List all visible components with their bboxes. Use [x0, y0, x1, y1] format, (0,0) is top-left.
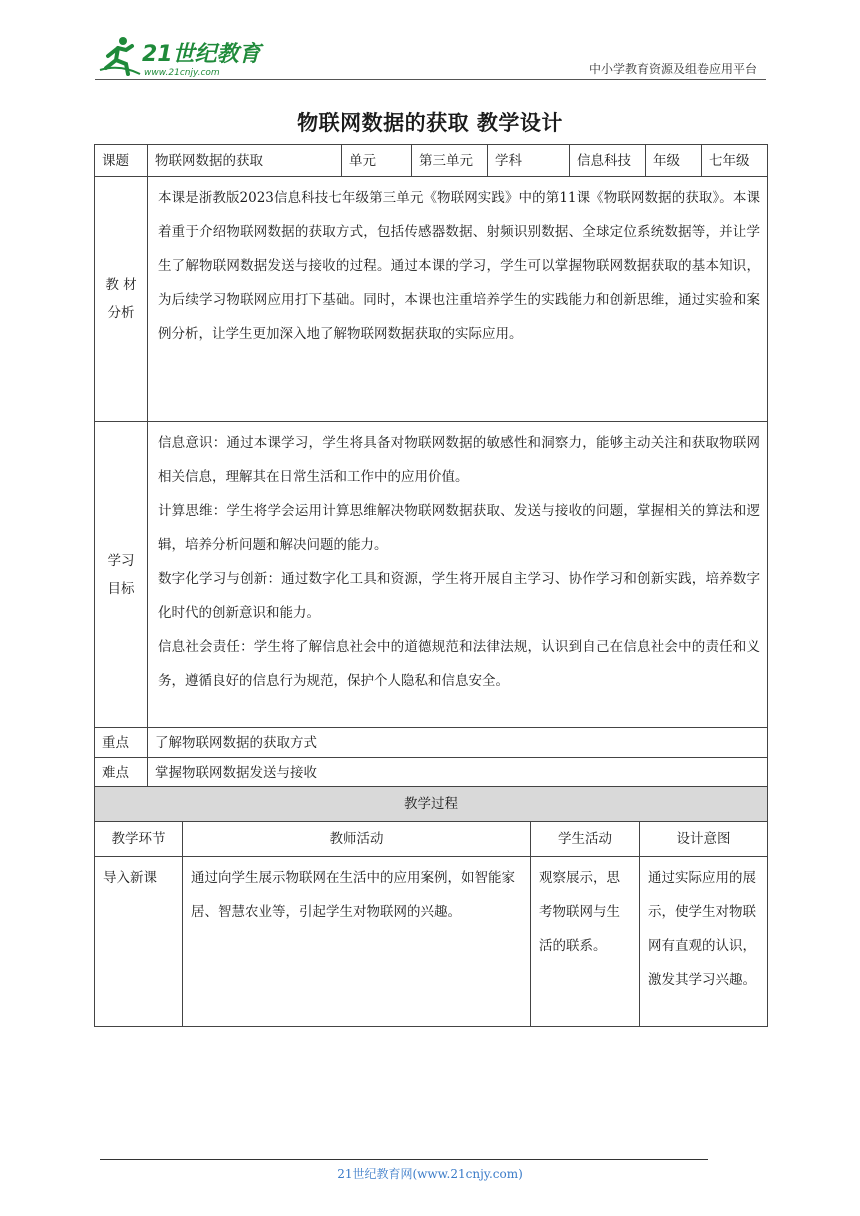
goal-computational-thinking: 计算思维：学生将学会运用计算思维解决物联网数据获取、发送与接收的问题，掌握相关的算法和逻辑，培养分析问题和解决问题的能力。 — [158, 503, 760, 553]
column-header-student: 学生活动 — [531, 822, 640, 857]
learning-goals-cell — [148, 422, 768, 728]
subject-label: 学科 — [488, 145, 570, 177]
difficulty-row — [95, 758, 768, 788]
logo-url: www.21cnjy.com — [144, 68, 220, 78]
column-header-teacher: 教师活动 — [183, 822, 531, 857]
unit-value: 第三单元 — [412, 145, 488, 177]
table-row — [95, 857, 768, 1027]
material-label-line1: 教 材 — [105, 277, 137, 293]
goal-digital-learning: 数字化学习与创新：通过数字化工具和资源，学生将开展自主学习、协作学习和创新实践，培养数字化时代的创新意识和能力。 — [158, 571, 760, 621]
unit-label: 单元 — [342, 145, 412, 177]
learning-goals-row — [95, 422, 768, 728]
goal-social-responsibility: 信息社会责任：学生将了解信息社会中的道德规范和法律法规，认识到自己在信息社会中的责任和义务，遵循良好的信息行为规范，保护个人隐私和信息安全。 — [158, 639, 760, 689]
material-label — [95, 177, 148, 422]
column-header-stage: 教学环节 — [95, 822, 183, 857]
material-analysis-text-cell — [148, 177, 768, 422]
header-divider — [95, 79, 766, 80]
material-analysis-text: 本课是浙教版2023信息科技七年级第三单元《物联网实践》中的第11课《物联网数据的获取》。本课着重于介绍物联网数据的获取方式，包括传感器数据、射频识别数据、全球定位系统数据等，并让学生了解物联网数据发送与接收的过程。通过本课的学习，学生可以掌握物联网数据获取的基本知识，为后续学习物联网应用打下基础。同时，本课也注重培养学生的实践能力和创新思维，通过实验和案例分析，让学生更加深入地了解物联网数据获取的实际应用。 — [158, 190, 760, 342]
column-header-intent: 设计意图 — [640, 822, 768, 857]
subject-value: 信息科技 — [570, 145, 646, 177]
lesson-info-table — [94, 144, 768, 788]
grade-label: 年级 — [646, 145, 702, 177]
footer-link[interactable]: 21世纪教育网(www.21cnjy.com) — [337, 1167, 523, 1181]
header-tagline: 中小学教育资源及组卷应用平台 — [588, 62, 757, 76]
row-stage: 导入新课 — [95, 857, 183, 1027]
row-student-activity: 观察展示，思考物联网与生活的联系。 — [531, 857, 640, 1027]
grade-value: 七年级 — [702, 145, 768, 177]
goals-label-line2: 目标 — [107, 580, 135, 597]
teaching-process-table — [94, 786, 768, 1027]
key-point-row — [95, 728, 768, 758]
process-title: 教学过程 — [95, 787, 768, 822]
document-title: 物联网数据的获取 教学设计 — [297, 111, 563, 135]
difficulty-value: 掌握物联网数据发送与接收 — [148, 758, 768, 788]
difficulty-label: 难点 — [95, 758, 148, 788]
course-label: 课题 — [95, 145, 148, 177]
row-teacher-activity: 通过向学生展示物联网在生活中的应用案例，如智能家居、智慧农业等，引起学生对物联网的兴趣。 — [183, 857, 531, 1027]
key-point-value: 了解物联网数据的获取方式 — [148, 728, 768, 758]
site-logo — [96, 34, 266, 80]
material-analysis-row — [95, 177, 768, 422]
material-label-line2: 分析 — [107, 305, 135, 321]
key-point-label: 重点 — [95, 728, 148, 758]
process-column-header-row — [95, 822, 768, 857]
goals-label — [95, 422, 148, 728]
process-title-row — [95, 787, 768, 822]
goal-info-awareness: 信息意识：通过本课学习，学生将具备对物联网数据的敏感性和洞察力，能够主动关注和获取物联网相关信息，理解其在日常生活和工作中的应用价值。 — [158, 435, 760, 485]
footer-divider — [100, 1159, 708, 1160]
row-design-intent: 通过实际应用的展示，使学生对物联网有直观的认识，激发其学习兴趣。 — [640, 857, 768, 1027]
course-value: 物联网数据的获取 — [148, 145, 342, 177]
logo-text: 21世纪教育 — [142, 42, 261, 67]
goals-label-line1: 学习 — [107, 552, 135, 569]
course-row — [95, 145, 768, 177]
